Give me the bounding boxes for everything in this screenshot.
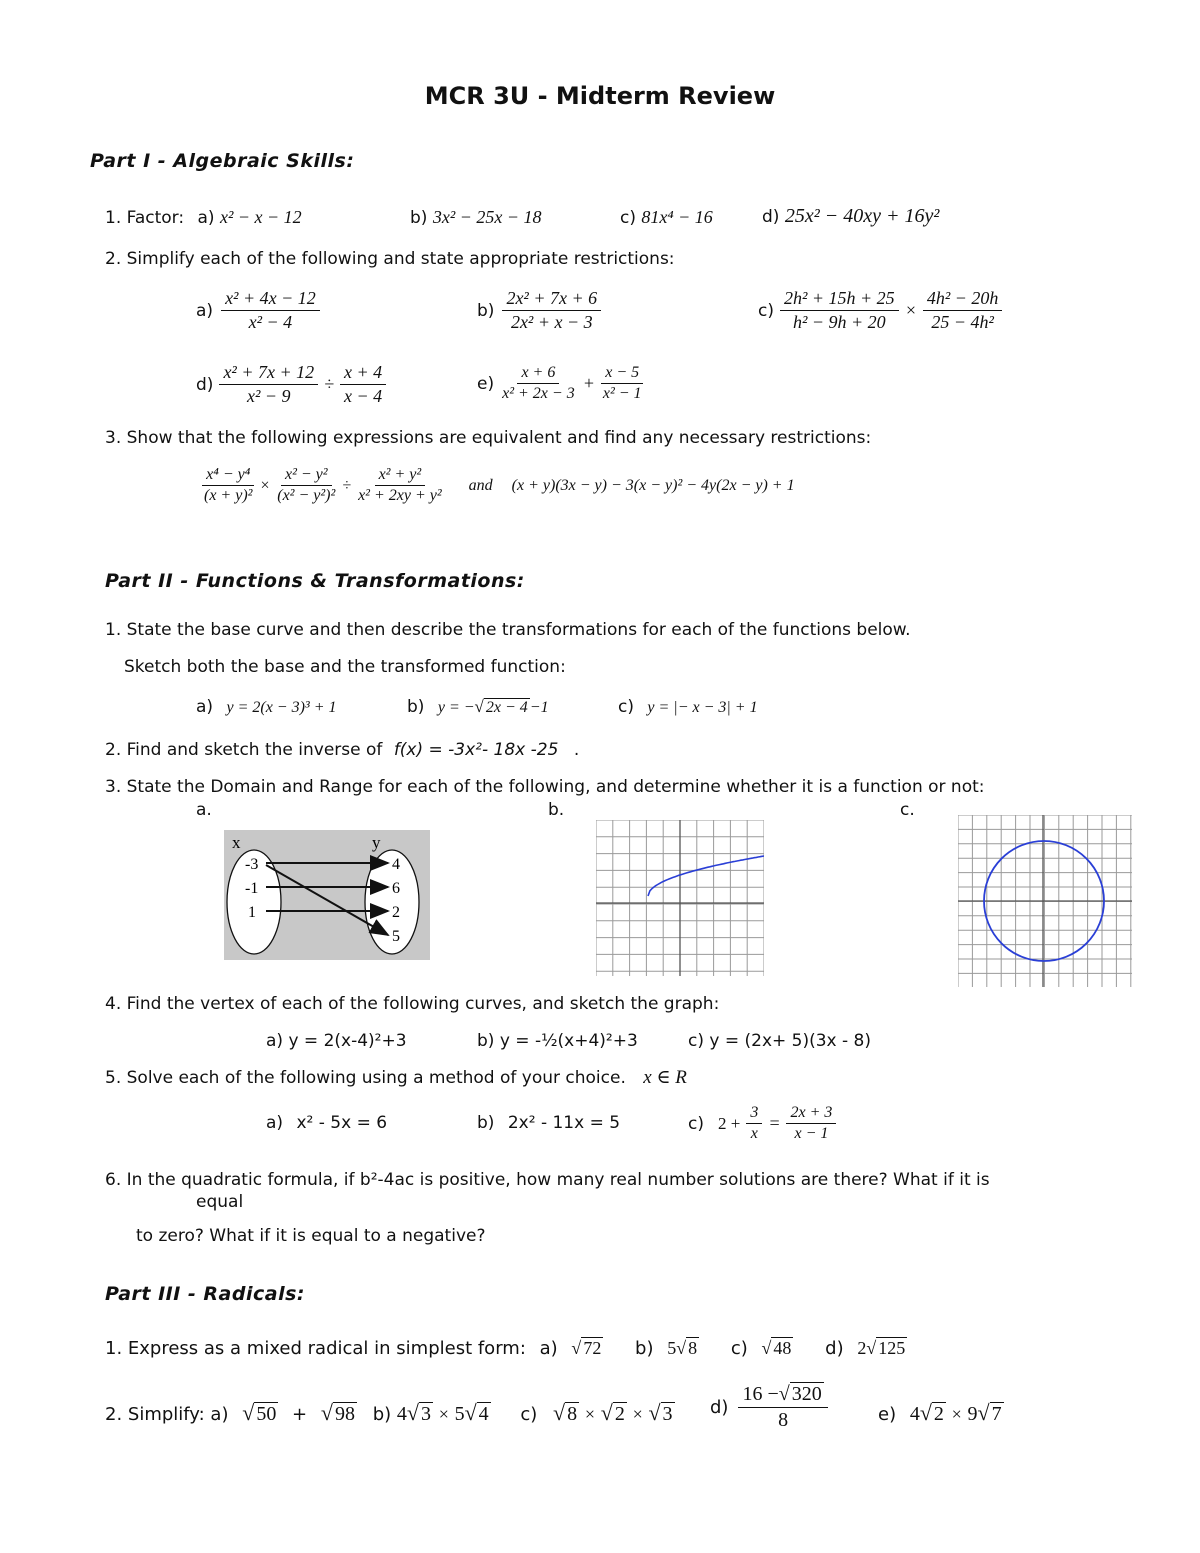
- radical-sign: √: [676, 1338, 687, 1358]
- p1-q1: [105, 207, 302, 228]
- p2-q4-a: a) y = 2(x-4)²+3: [266, 1031, 407, 1051]
- p2-q1-b-label: b): [407, 697, 425, 717]
- p3-q2-e-radicand2: 7: [991, 1403, 1002, 1425]
- p3-q2-e-coef2: 9: [967, 1403, 978, 1425]
- p1-q2-b-fraction: [502, 288, 601, 333]
- radical-sign: √: [571, 1338, 582, 1358]
- numerator: x + 6: [517, 364, 559, 384]
- p3-q2-b-label: b): [372, 1404, 392, 1425]
- p1-q1-d-label: d): [762, 207, 780, 227]
- sqrt-curve-graph: [596, 820, 764, 976]
- p1-q2-e-label: e): [477, 373, 495, 394]
- p3-q1: [105, 1338, 907, 1359]
- equals-sign: =: [768, 1113, 781, 1133]
- p2-q2-text: 2. Find and sketch the inverse of: [105, 740, 383, 760]
- radical-sign: √: [553, 1400, 566, 1425]
- denominator: x − 4: [344, 386, 383, 406]
- p2-q5-c-label: c): [688, 1113, 704, 1134]
- p1-q1-d-expr: 25x² − 40xy + 16y²: [784, 205, 940, 227]
- p3-q1-c-radicand: 48: [773, 1338, 792, 1358]
- p2-q3-text: 3. State the Domain and Range for each of the following, and determine whether it is a function or not:: [105, 777, 985, 797]
- p1-q2-c-fraction2: [923, 288, 1003, 333]
- denominator: 2x² + x − 3: [510, 312, 593, 332]
- p3-q2-d-num-radicand: 320: [791, 1383, 822, 1405]
- p1-q2-c-fraction1: [780, 288, 899, 333]
- p2-q5-a-label: a): [266, 1113, 284, 1133]
- p2-q2-function: f(x) = -3x²- 18x -25: [393, 740, 559, 760]
- p2-q5-domain: x ∈ R: [643, 1067, 687, 1088]
- p1-q1-a-expr: x² − x − 12: [219, 207, 302, 227]
- p3-q2-d: [710, 1383, 828, 1432]
- p1-q1-b-label: b): [410, 208, 428, 228]
- times-operator: ×: [584, 1404, 596, 1424]
- p1-q1-a-label: a): [197, 208, 215, 228]
- radical-sign: √: [406, 1400, 419, 1425]
- radical-sign: √: [464, 1400, 477, 1425]
- p2-q1-b-radicand: 2x − 4: [485, 699, 528, 716]
- denominator: x² − 9: [247, 386, 291, 406]
- map-x-value: -1: [245, 880, 259, 897]
- p2-q5-b-label: b): [477, 1113, 495, 1133]
- radical-sign: √: [474, 697, 484, 716]
- radical-sign: √: [320, 1400, 333, 1425]
- p2-q3-b-label: b.: [548, 800, 565, 820]
- map-y-value: 4: [392, 856, 400, 873]
- part2-heading: Part II - Functions & Transformations:: [105, 570, 525, 592]
- part1-heading: Part I - Algebraic Skills:: [90, 150, 355, 172]
- page-title: MCR 3U - Midterm Review: [424, 82, 776, 110]
- p3-q2-a-radicand1: 50: [256, 1403, 277, 1425]
- p1-q1-b-expr: 3x² − 25x − 18: [432, 207, 542, 227]
- p3-q2-e-coef1: 4: [909, 1403, 920, 1425]
- p2-q4-b: b) y = -½(x+4)²+3: [477, 1031, 638, 1051]
- p1-q2-b-label: b): [477, 300, 495, 321]
- p3-q1-a-label: a): [539, 1338, 558, 1359]
- numerator: 2x + 3: [786, 1104, 836, 1124]
- numerator: x⁴ − y⁴: [202, 466, 254, 486]
- p3-q1-d-label: d): [825, 1338, 844, 1359]
- plus-operator: +: [582, 373, 595, 393]
- p1-q1-c-label: c): [620, 208, 636, 228]
- p1-q2-a-label: a): [196, 300, 214, 321]
- map-y-header: y: [372, 833, 381, 852]
- p2-q6-line2: equal: [196, 1192, 244, 1212]
- p3-q2-b-radicand2: 4: [478, 1403, 489, 1425]
- p3-q2-b-coef2: 5: [454, 1403, 465, 1425]
- p3-q2-e: [878, 1400, 1004, 1426]
- and-word: and: [468, 476, 493, 494]
- numerator: x² + y²: [375, 466, 426, 486]
- denominator: (x² − y²)²: [277, 487, 336, 504]
- p3-q2-b-radicand1: 3: [420, 1403, 431, 1425]
- p2-q6-line3: to zero? What if it is equal to a negative?: [136, 1226, 486, 1246]
- radical-sign: √: [648, 1400, 661, 1425]
- p1-q3-fraction1: [200, 466, 256, 505]
- p2-q1-c-label: c): [618, 697, 634, 717]
- p3-q2-c-label: c): [520, 1404, 538, 1425]
- radical-sign: √: [866, 1338, 877, 1358]
- p2-q5-b-expr: 2x² - 11x = 5: [507, 1113, 621, 1133]
- p2-q5-a-expr: x² - 5x = 6: [296, 1113, 388, 1133]
- p1-q2-text: 2. Simplify each of the following and state appropriate restrictions:: [105, 249, 675, 269]
- p3-q2-e-radicand1: 2: [933, 1403, 944, 1425]
- p2-q1-c-expr: y = |− x − 3| + 1: [647, 699, 758, 716]
- p3-q2-b-coef1: 4: [396, 1403, 407, 1425]
- denominator: 8: [778, 1409, 789, 1431]
- radical-sign: √: [977, 1400, 990, 1425]
- map-y-value: 2: [392, 904, 400, 921]
- p3-q1-d-coef: 2: [857, 1338, 867, 1358]
- denominator: (x + y)²: [204, 487, 253, 504]
- p3-q1-d-radicand: 125: [878, 1338, 906, 1358]
- p2-q1-line2: Sketch both the base and the transformed function:: [124, 657, 566, 677]
- divide-operator: ÷: [342, 476, 352, 494]
- times-operator: ×: [259, 476, 271, 494]
- p1-q2-d-label: d): [196, 374, 214, 395]
- p3-q1-text: 1. Express as a mixed radical in simplest form:: [105, 1338, 526, 1359]
- map-x-header: x: [232, 833, 241, 852]
- map-y-value: 6: [392, 880, 400, 897]
- denominator: x² − 1: [602, 385, 642, 402]
- map-x-value: 1: [248, 904, 256, 921]
- p2-q3-c-label: c.: [900, 800, 915, 820]
- p1-q2-a-fraction: [221, 288, 320, 333]
- denominator: x² + 2xy + y²: [358, 487, 442, 504]
- map-x-value: -3: [245, 856, 259, 873]
- p2-q5-c-fraction2: [786, 1104, 836, 1143]
- divide-operator: ÷: [324, 374, 334, 394]
- p2-q5-c-fraction1: [746, 1104, 762, 1143]
- times-operator: ×: [438, 1404, 449, 1424]
- radical-sign: √: [761, 1338, 772, 1358]
- p3-q1-c-label: c): [730, 1338, 748, 1359]
- denominator: x − 1: [794, 1125, 829, 1142]
- p2-q5-text: 5. Solve each of the following using a method of your choice.: [105, 1068, 626, 1088]
- mapping-diagram: [224, 830, 430, 960]
- p3-q1-b-radicand: 8: [688, 1338, 698, 1358]
- denominator: x: [750, 1125, 758, 1142]
- numerator: 2x² + 7x + 6: [502, 288, 601, 311]
- radical-sign: √: [919, 1400, 932, 1425]
- p1-q1-label: 1. Factor:: [105, 208, 185, 228]
- p3-q2-c-radicand3: 3: [662, 1403, 673, 1425]
- p3-q2-a-radicand2: 98: [334, 1403, 355, 1425]
- numerator: x − 5: [601, 364, 643, 384]
- p2-q1-b-pre: y = −: [437, 699, 475, 716]
- p2-q3-a-label: a.: [196, 800, 212, 820]
- map-y-value: 5: [392, 928, 400, 945]
- numerator: [738, 1383, 827, 1408]
- p2-q1-line1: 1. State the base curve and then describe the transformations for each of the functions below.: [105, 620, 911, 640]
- p2-q2-end: .: [573, 740, 580, 760]
- p1-q3-rhs: (x + y)(3x − y) − 3(x − y)² − 4y(2x − y) + 1: [511, 476, 795, 494]
- times-operator: ×: [951, 1404, 962, 1424]
- p1-q3-text: 3. Show that the following expressions are equivalent and find any necessary restrictions:: [105, 428, 872, 448]
- p3-q2-text: 2. Simplify: a): [105, 1404, 229, 1425]
- p2-q1-a-expr: y = 2(x − 3)³ + 1: [226, 699, 337, 716]
- circle-graph: [958, 815, 1132, 987]
- p1-q2-e-fraction1: [498, 364, 579, 403]
- p1-q3-fraction3: [354, 466, 446, 505]
- p3-q2-c-radicand1: 8: [567, 1403, 578, 1425]
- p1-q3-fraction2: [273, 466, 339, 505]
- p3-q1-b-label: b): [635, 1338, 654, 1359]
- p2-q4-c: c) y = (2x+ 5)(3x - 8): [688, 1031, 871, 1051]
- p2-q1-b-post: −1: [529, 699, 549, 716]
- numerator: x + 4: [340, 362, 386, 385]
- p1-q2-d-fraction1: [219, 362, 318, 407]
- p3-q2-d-fraction: [738, 1383, 827, 1432]
- p2-q4-text: 4. Find the vertex of each of the following curves, and sketch the graph:: [105, 994, 720, 1014]
- numerator: x² − y²: [281, 466, 332, 486]
- p1-q2-d-fraction2: [340, 362, 386, 407]
- p1-q2-e-fraction2: [599, 364, 646, 403]
- numerator: x² + 7x + 12: [219, 362, 318, 385]
- numerator: 2h² + 15h + 25: [780, 288, 899, 311]
- p3-q1-a-radicand: 72: [583, 1338, 602, 1358]
- radical-sign: √: [242, 1400, 255, 1425]
- numerator: x² + 4x − 12: [221, 288, 320, 311]
- p3-q1-b-coef: 5: [667, 1338, 677, 1358]
- p1-q2-c-label: c): [758, 300, 774, 321]
- p2-q6-line1: 6. In the quadratic formula, if b²-4ac is positive, how many real number solutions are there? What if it is: [105, 1170, 990, 1190]
- p1-q1-c-expr: 81x⁴ − 16: [641, 207, 713, 227]
- denominator: 25 − 4h²: [931, 312, 994, 332]
- p2-q1-a-label: a): [196, 697, 214, 717]
- denominator: x² − 4: [248, 312, 293, 332]
- times-operator: ×: [904, 300, 917, 320]
- radical-sign: √: [778, 1383, 790, 1405]
- p3-q2-d-num-pre: 16 −: [742, 1383, 779, 1405]
- radical-sign: √: [600, 1400, 613, 1425]
- numerator: 4h² − 20h: [923, 288, 1003, 311]
- denominator: h² − 9h + 20: [792, 312, 886, 332]
- times-operator: ×: [632, 1404, 643, 1424]
- part3-heading: Part III - Radicals:: [105, 1283, 305, 1305]
- p3-q2-e-label: e): [878, 1404, 897, 1425]
- numerator: 3: [746, 1104, 762, 1124]
- sqrt-curve: [648, 856, 764, 896]
- p3-q2-d-label: d): [710, 1397, 729, 1418]
- p3-q2: [105, 1400, 675, 1426]
- plus-operator: +: [292, 1404, 308, 1425]
- p3-q2-c-radicand2: 2: [614, 1403, 625, 1425]
- denominator: x² + 2x − 3: [502, 385, 575, 402]
- p2-q5-c-pre: 2 +: [717, 1113, 741, 1133]
